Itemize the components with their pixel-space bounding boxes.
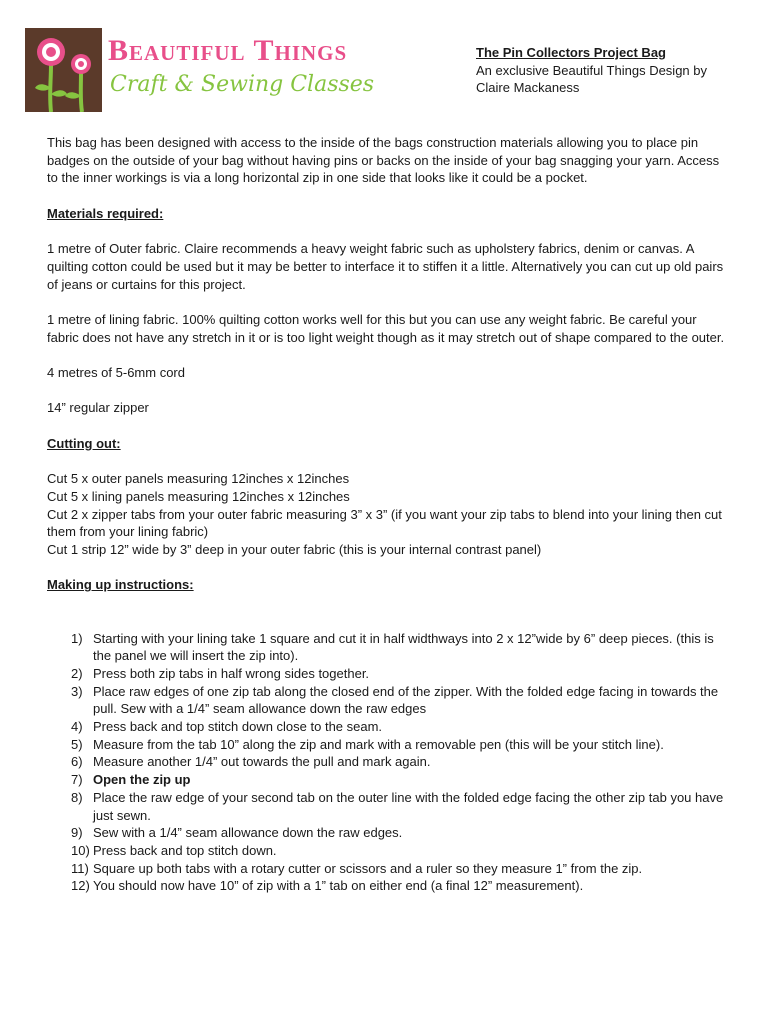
step-text: Open the zip up [93,772,191,788]
step-text: Press both zip tabs in half wrong sides together. [93,665,370,681]
list-item [47,665,727,683]
logo-flowers [25,28,102,112]
list-item [47,824,727,842]
material-item: 1 metre of lining fabric. 100% quilting cotton works well for this but you can use any weight fabric. Be careful your fabric does not have any stretch in it or is too light weight though as it may stretch out of shape compared to the outer. [47,311,725,345]
cutting-line: Cut 5 x outer panels measuring 12inches x 12inches [47,471,350,487]
cutting-heading: Cutting out: [47,435,121,451]
list-item [47,877,727,895]
brand-title: Beautiful Things [108,34,348,67]
list-item [47,753,727,771]
document-body [47,134,727,895]
flower-icon [25,28,102,112]
step-text: Measure from the tab 10” along the zip and mark with a removable pen (this will be your stitch line). [93,736,664,752]
step-text: Press back and top stitch down. [93,842,277,858]
list-item [47,789,727,824]
making-heading: Making up instructions: [47,577,194,593]
step-number: 9) [71,825,83,841]
step-text: Starting with your lining take 1 square and cut it in half widthways into 2 x 12”wide by 6” deep pieces. (this is the panel we will insert the zip into). [93,630,714,664]
brand-subtitle: Craft & Sewing Classes [110,72,375,97]
step-number: 12) [71,878,90,894]
header-line-1: An exclusive Beautiful Things Design by [476,62,707,78]
step-text: Sew with a 1/4” seam allowance down the raw edges. [93,825,403,841]
cutting-line: Cut 1 strip 12” wide by 3” deep in your outer fabric (this is your internal contrast panel) [47,542,542,558]
list-item [47,630,727,665]
step-number: 5) [71,736,83,752]
step-text: Place the raw edge of your second tab on the outer line with the folded edge facing the other zip tab you have just sewn. [93,789,724,823]
step-number: 11) [71,860,89,876]
material-item: 4 metres of 5-6mm cord [47,365,185,381]
list-item [47,771,727,789]
step-text: Measure another 1/4” out towards the pull and mark again. [93,754,431,770]
step-text: Press back and top stitch down close to the seam. [93,719,383,735]
instruction-list [47,630,727,896]
cutting-line: Cut 2 x zipper tabs from your outer fabric measuring 3” x 3” (if you want your zip tabs to blend into your lining then cut them from your lining fabric) [47,506,722,540]
header-line-2: Claire Mackaness [476,80,580,95]
materials-heading: Materials required: [47,205,164,221]
step-number: 6) [71,754,83,770]
step-number: 10) [71,842,90,858]
cutting-line: Cut 5 x lining panels measuring 12inches x 12inches [47,488,350,504]
list-item [47,683,727,718]
document-header [476,44,746,97]
step-number: 2) [71,665,83,681]
step-number: 7) [71,772,83,788]
list-item [47,736,727,754]
intro-paragraph: This bag has been designed with access to the inside of the bags construction materials allowing you to place pin badges on the outside of your bag without having pins or backs on the inside of your bag snagging your yarn. Access to the inner workings is via a long horizontal zip in one side that looks like it could be a pocket. [47,135,720,186]
step-text: You should now have 10” of zip with a 1” tab on either end (a final 12” measurement). [93,878,584,894]
list-item [47,842,727,860]
step-number: 4) [71,719,83,735]
step-text: Square up both tabs with a rotary cutter or scissors and a ruler so they measure 1” from the zip. [93,860,643,876]
list-item [47,718,727,736]
step-number: 8) [71,789,83,805]
step-number: 3) [71,683,83,699]
document-title: The Pin Collectors Project Bag [476,45,666,60]
material-item: 1 metre of Outer fabric. Claire recommends a heavy weight fabric such as upholstery fabrics, denim or canvas. A quilting cotton could be used but it may be better to interface it to stiffen it a little. Alternatively you can cut up old pairs of jeans or curtains for this project. [47,241,724,292]
list-item [47,860,727,878]
material-item: 14” regular zipper [47,400,149,416]
step-text: Place raw edges of one zip tab along the closed end of the zipper. With the folded edge facing in towards the pull. Sew with a 1/4” seam allowance down the raw edges [93,683,719,717]
step-number: 1) [71,630,83,646]
